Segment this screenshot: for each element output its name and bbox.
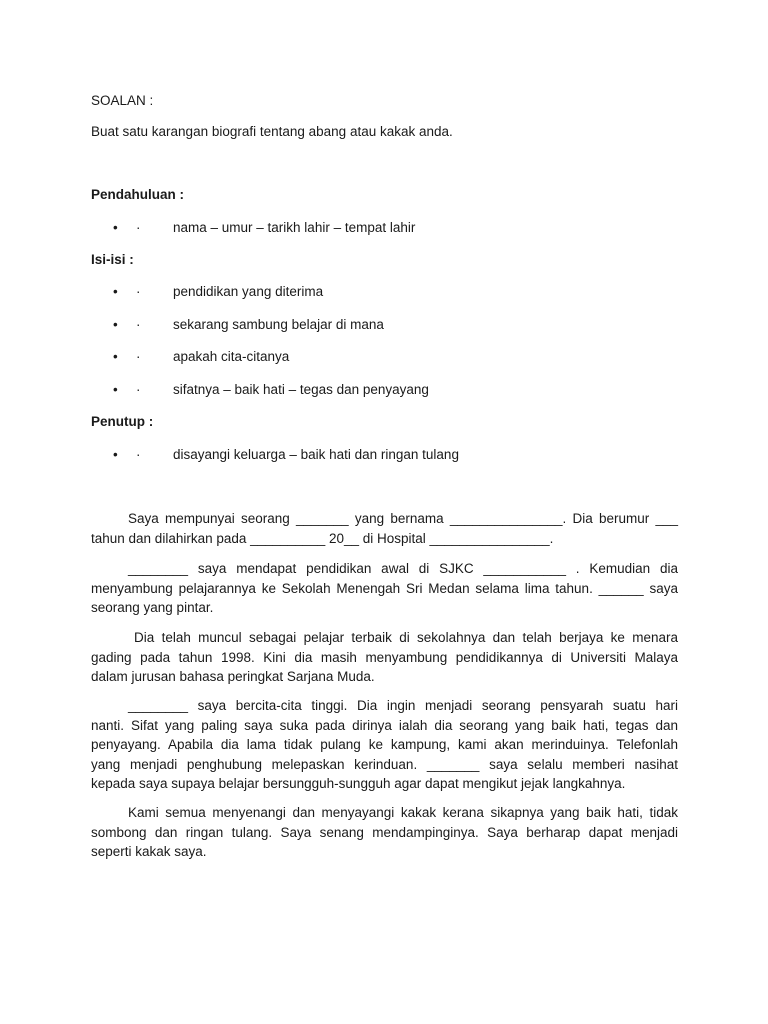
paragraph-line: sombong dan ringan tulang. Saya senang mendampinginya. Saya berharap dapat menjadi: [91, 824, 678, 840]
section-heading-penutup: Penutup :: [91, 414, 154, 429]
question-text: Buat satu karangan biografi tentang abang atau kakak anda.: [91, 124, 453, 139]
list-item-text: disayangi keluarga – baik hati dan ringan tulang: [173, 447, 459, 462]
section-heading-pendahuluan: Pendahuluan :: [91, 187, 185, 202]
bullet-sub-icon: ·: [136, 317, 141, 332]
list-item-text: nama – umur – tarikh lahir – tempat lahir: [173, 220, 416, 235]
bullet-sub-icon: ·: [136, 382, 141, 397]
list-item-text: apakah cita-citanya: [173, 349, 290, 364]
paragraph-line: Kami semua menyenangi dan menyayangi kakak kerana sikapnya yang baik hati, tidak: [128, 805, 678, 820]
paragraph-line: tahun dan dilahirkan pada __________ 20__ di Hospital ________________.: [91, 530, 554, 546]
paragraph-line: Saya mempunyai seorang _______ yang bernama _______________. Dia berumur ___: [128, 511, 678, 526]
bullet-sub-icon: ·: [136, 447, 141, 462]
question-label: SOALAN :: [91, 93, 154, 108]
paragraph-line: kepada saya supaya belajar bersungguh-sungguh agar dapat mengikut jejak langkahnya.: [91, 776, 626, 791]
bullet-icon: •: [113, 349, 118, 364]
list-item-text: pendidikan yang diterima: [173, 284, 324, 299]
paragraph-line: gading pada tahun 1998. Kini dia masih menyambung pendidikannya di Universiti Malaya: [91, 649, 678, 665]
paragraph-line: yang menjadi penghubung melepaskan kerinduan. _______ saya selalu memberi nasihat: [91, 756, 678, 772]
paragraph-line: ________ saya bercita-cita tinggi. Dia ingin menjadi seorang pensyarah suatu hari: [128, 698, 678, 713]
essay-paragraph-3: [91, 628, 678, 687]
paragraph-line: menyambung pelajarannya ke Sekolah Menengah Sri Medan selama lima tahun. ______ saya: [91, 580, 678, 596]
list-item-text: sekarang sambung belajar di mana: [173, 317, 384, 332]
essay-paragraph-5: [91, 803, 678, 862]
paragraph-line: nanti. Sifat yang paling saya suka pada dirinya ialah dia seorang yang baik hati, tegas dan: [91, 717, 678, 733]
bullet-icon: •: [113, 317, 118, 332]
list-item-text: sifatnya – baik hati – tegas dan penyayang: [173, 382, 429, 397]
paragraph-line: seorang yang pintar.: [91, 600, 214, 615]
bullet-icon: •: [113, 284, 118, 299]
bullet-icon: •: [113, 382, 118, 397]
paragraph-line: ________ saya mendapat pendidikan awal di SJKC ___________ . Kemudian dia: [128, 561, 678, 576]
bullet-sub-icon: ·: [136, 220, 141, 235]
paragraph-line: dalam jurusan bahasa peringkat Sarjana Muda.: [91, 669, 375, 684]
paragraph-line: penyayang. Apabila dia lama tidak pulang ke kampung, kami akan merinduinya. Telefonlah: [91, 737, 678, 752]
bullet-sub-icon: ·: [136, 349, 141, 364]
section-heading-isi: Isi-isi :: [91, 252, 134, 267]
bullet-icon: •: [113, 447, 118, 462]
bullet-sub-icon: ·: [136, 284, 141, 299]
paragraph-line: Dia telah muncul sebagai pelajar terbaik di sekolahnya dan telah berjaya ke menara: [134, 630, 678, 645]
paragraph-line: seperti kakak saya.: [91, 844, 207, 859]
essay-paragraph-2: [91, 559, 678, 618]
essay-paragraph-1: [91, 509, 678, 548]
bullet-icon: •: [113, 220, 118, 235]
essay-paragraph-4: [91, 696, 678, 794]
